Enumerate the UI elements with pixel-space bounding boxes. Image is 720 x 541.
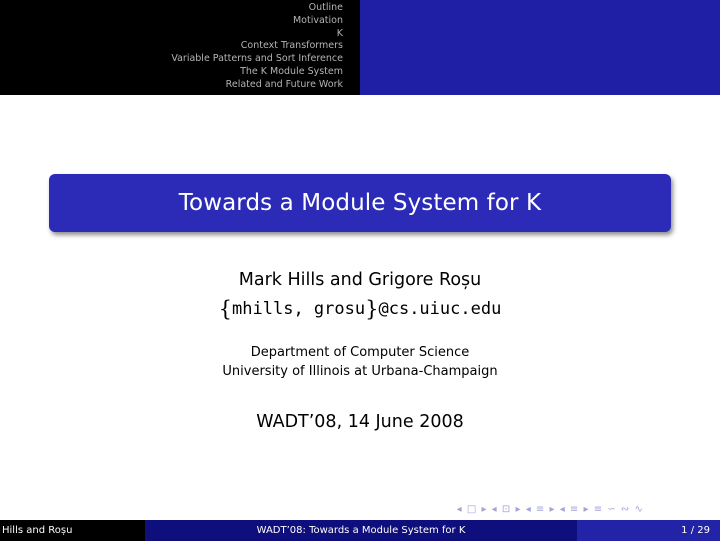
nav-frame-icon[interactable]: ⊡ [501, 503, 511, 515]
event-date: WADT’08, 14 June 2008 [256, 412, 464, 432]
outline-item-outline[interactable]: Outline [308, 2, 343, 13]
outline-item-context-transformers[interactable]: Context Transformers [240, 40, 343, 52]
nav-prev-subsection-icon[interactable]: ◂ [525, 503, 531, 515]
nav-back-icon[interactable]: ∽ [607, 503, 616, 515]
section-outline [171, 2, 343, 92]
footer-authors: Hills and Roșu [0, 520, 145, 541]
outline-item-motivation[interactable]: Motivation [292, 14, 343, 26]
nav-next-section-icon[interactable]: ▸ [583, 503, 589, 515]
nav-next-frame-icon[interactable]: ▸ [515, 503, 521, 515]
nav-slide-icon[interactable]: □ [466, 503, 477, 515]
presentation-title: Towards a Module System for K [178, 190, 542, 216]
nav-next-subsection-icon[interactable]: ▸ [549, 503, 555, 515]
footer-page-number: 1 / 29 [577, 520, 720, 541]
author-emails [0, 297, 720, 321]
footer-bar [0, 520, 720, 541]
author-names: Mark Hills and Grigore Roșu [238, 270, 482, 290]
footer-title: WADT’08: Towards a Module System for K [145, 520, 577, 541]
nav-prev-frame-icon[interactable]: ◂ [491, 503, 497, 515]
beamer-navigation-symbols [454, 502, 645, 516]
nav-forward-icon[interactable]: ∿ [634, 503, 643, 515]
nav-subsection-icon[interactable]: ≡ [535, 503, 545, 515]
email-domain: @cs.uiuc.edu [378, 299, 502, 319]
outline-item-related-work[interactable]: Related and Future Work [225, 78, 343, 90]
nav-document-icon[interactable]: ≡ [593, 503, 603, 515]
nav-prev-slide-icon[interactable]: ◂ [456, 503, 462, 515]
nav-prev-section-icon[interactable]: ◂ [559, 503, 565, 515]
outline-item-k[interactable]: K [336, 27, 343, 39]
department: Department of Computer Science [250, 345, 470, 360]
nav-next-slide-icon[interactable]: ▸ [481, 503, 487, 515]
nav-section-icon[interactable]: ≡ [569, 503, 579, 515]
title-block [49, 174, 671, 232]
email-usernames: mhills, grosu [232, 299, 366, 319]
email-close-brace: } [365, 297, 379, 321]
email-open-brace: { [218, 297, 233, 321]
header-accent-panel [360, 0, 720, 95]
header-bar [0, 0, 720, 95]
university: University of Illinois at Urbana-Champaign [222, 364, 498, 379]
outline-item-module-system[interactable]: The K Module System [240, 65, 343, 77]
nav-search-icon[interactable]: ∾ [620, 503, 630, 515]
outline-item-variable-patterns[interactable]: Variable Patterns and Sort Inference [171, 53, 343, 65]
